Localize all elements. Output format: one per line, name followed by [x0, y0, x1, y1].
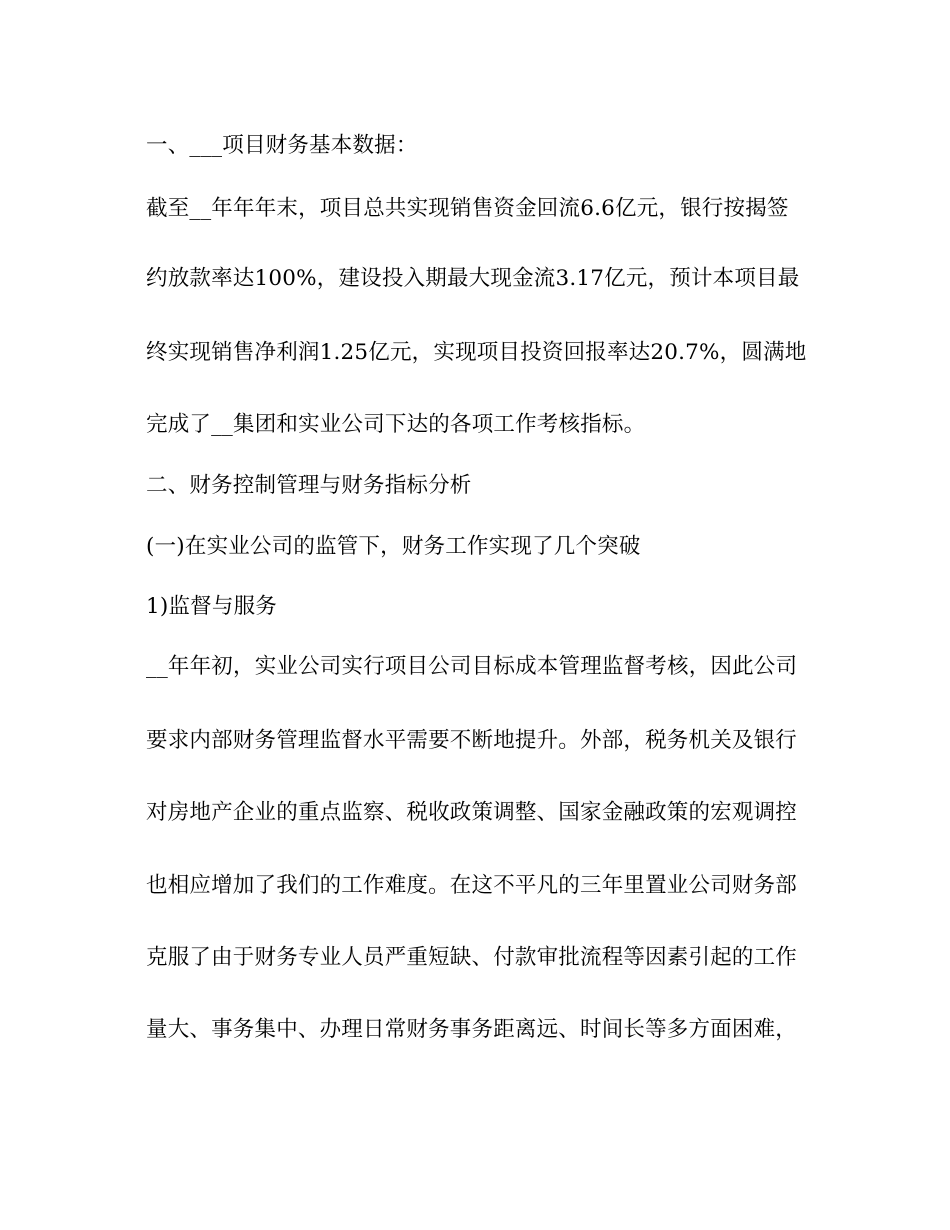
subsection-heading: (一)在实业公司的监管下，财务工作实现了几个突破 — [146, 534, 641, 559]
paragraph-line: 也相应增加了我们的工作难度。在这不平凡的三年里置业公司财务部 — [146, 873, 798, 898]
sub-item-heading: 1)监督与服务 — [146, 594, 277, 619]
paragraph-line: 量大、事务集中、办理日常财务事务距离远、时间长等多方面困难， — [146, 1017, 798, 1042]
paragraph-line: __年年初，实业公司实行项目公司目标成本管理监督考核，因此公司 — [146, 654, 798, 679]
paragraph-line: 终实现销售净利润1.25亿元，实现项目投资回报率达20.7%，圆满地 — [146, 340, 807, 365]
paragraph-line: 约放款率达100%，建设投入期最大现金流3.17亿元，预计本项目最 — [146, 266, 800, 291]
paragraph-line: 要求内部财务管理监督水平需要不断地提升。外部，税务机关及银行 — [146, 728, 798, 753]
section-heading-1: 一、___项目财务基本数据： — [146, 133, 418, 158]
section-heading-2: 二、财务控制管理与财务指标分析 — [146, 473, 472, 498]
paragraph-line: 克服了由于财务专业人员严重短缺、付款审批流程等因素引起的工作 — [146, 945, 798, 970]
paragraph-line: 截至__年年年末，项目总共实现销售资金回流6.6亿元，银行按揭签 — [146, 196, 789, 221]
paragraph-line: 完成了__集团和实业公司下达的各项工作考核指标。 — [146, 412, 646, 437]
paragraph-line: 对房地产企业的重点监察、税收政策调整、国家金融政策的宏观调控 — [146, 800, 798, 825]
